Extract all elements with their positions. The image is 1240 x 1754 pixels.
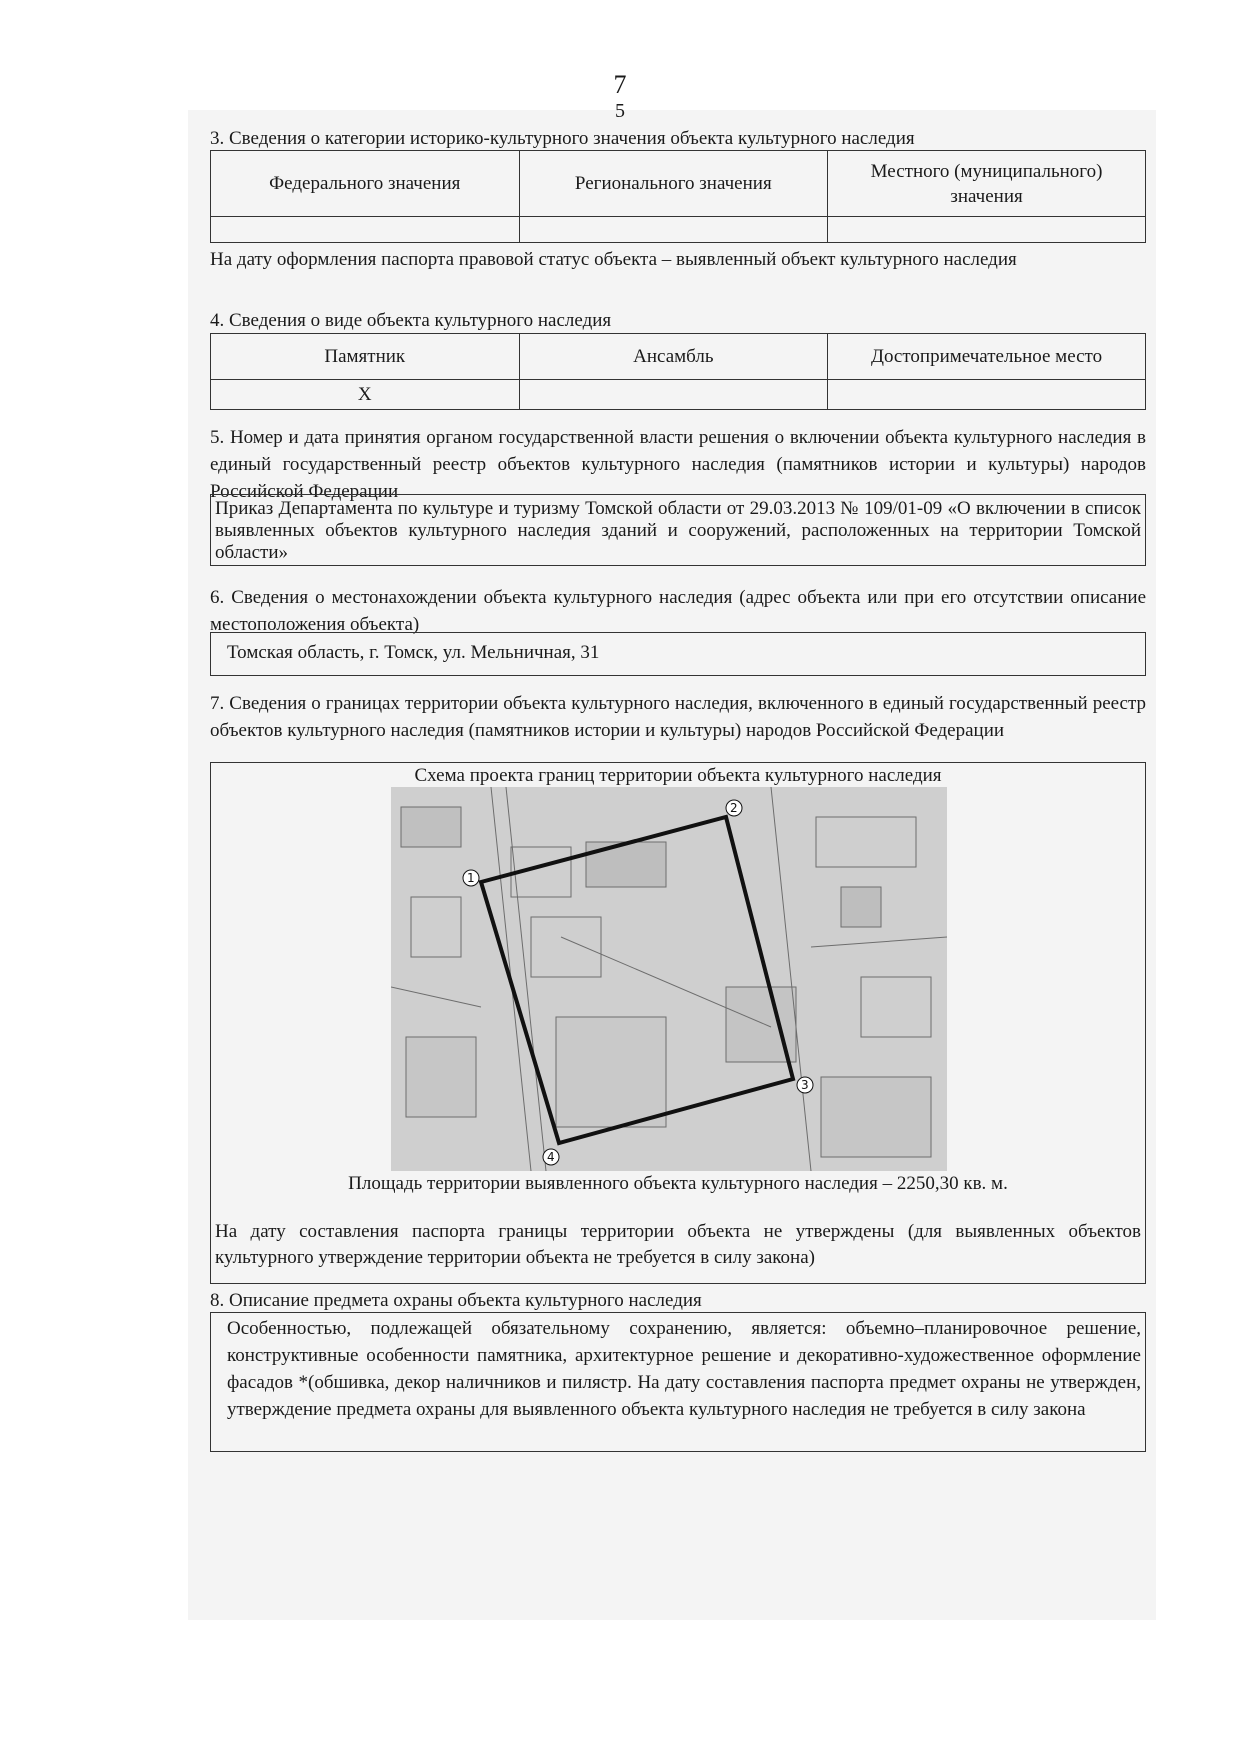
boundary-box bbox=[210, 762, 1146, 1284]
section-8-heading: 8. Описание предмета охраны объекта культурного наследия bbox=[210, 1290, 702, 1311]
type-table bbox=[210, 333, 1146, 410]
category-federal-value bbox=[211, 217, 520, 243]
category-regional: Регионального значения bbox=[519, 151, 828, 217]
type-monument: Памятник bbox=[211, 334, 520, 380]
page-sub-number: 5 bbox=[615, 100, 625, 122]
category-federal: Федерального значения bbox=[211, 151, 520, 217]
section-5-box bbox=[210, 494, 1146, 566]
address-box bbox=[210, 632, 1146, 676]
type-landmark-mark bbox=[828, 380, 1146, 410]
map-title: Схема проекта границ территории объекта культурного наследия bbox=[414, 765, 942, 786]
boundary-note: На дату составления паспорта границы территории объекта не утверждены (для выявленных объектов культурного утверждение территории объекта не требуется в силу закона) bbox=[215, 1221, 1141, 1268]
section-3-heading: 3. Сведения о категории историко-культурного значения объекта культурного наследия bbox=[210, 128, 915, 149]
page-number: 7 bbox=[613, 70, 627, 99]
point-1-label: 1 bbox=[467, 871, 475, 885]
category-local: Местного (муниципального) значения bbox=[828, 151, 1146, 217]
category-local-value bbox=[828, 217, 1146, 243]
point-3-label: 3 bbox=[801, 1078, 809, 1092]
type-ensemble: Ансамбль bbox=[519, 334, 828, 380]
section-5-heading: 5. Номер и дата принятия органом государственной власти решения о включении объекта культурного наследия в единый государственный реестр объектов культурного наследия (памятников истории и культуры) народов Российской Федерации bbox=[210, 427, 1146, 502]
section-6-heading: 6. Сведения о местонахождении объекта культурного наследия (адрес объекта или при его отсутствии описание местоположения объекта) bbox=[210, 587, 1146, 635]
point-4-label: 4 bbox=[547, 1150, 555, 1164]
section-5-text: Приказ Департамента по культуре и туризму Томской области от 29.03.2013 № 109/01-09 «О включении в список выявленных объектов культурного наследия зданий и сооружений, расположенных на территории Томской области» bbox=[215, 498, 1141, 563]
area-text: Площадь территории выявленного объекта культурного наследия – 2250,30 кв. м. bbox=[348, 1173, 1008, 1194]
category-table bbox=[210, 150, 1146, 243]
address-text: Томская область, г. Томск, ул. Мельничная, 31 bbox=[227, 642, 600, 663]
section-8-box bbox=[210, 1312, 1146, 1452]
type-landmark: Достопримечательное место bbox=[828, 334, 1146, 380]
section-3-note: На дату оформления паспорта правовой статус объекта – выявленный объект культурного наследия bbox=[210, 249, 1017, 270]
category-regional-value bbox=[519, 217, 828, 243]
boundary-map bbox=[391, 787, 947, 1171]
section-8-text: Особенностью, подлежащей обязательному сохранению, является: объемно–планировочное решение, конструктивные особенности памятника, архитектурное решение и декоративно-художественное оформление фасадов *(обшивка, декор наличников и пилястр. На дату составления паспорта предмет охраны не утвержден, утверждение предмета охраны для выявленного объекта культурного наследия не требуется в силу закона bbox=[227, 1318, 1141, 1420]
section-7-heading: 7. Сведения о границах территории объекта культурного наследия, включенного в единый государственный реестр объектов культурного наследия (памятников истории и культуры) народов Российской Федерации bbox=[210, 693, 1146, 741]
point-2-label: 2 bbox=[730, 801, 738, 815]
section-4-heading: 4. Сведения о виде объекта культурного наследия bbox=[210, 310, 612, 331]
type-ensemble-mark bbox=[519, 380, 828, 410]
type-monument-mark: X bbox=[211, 380, 520, 410]
